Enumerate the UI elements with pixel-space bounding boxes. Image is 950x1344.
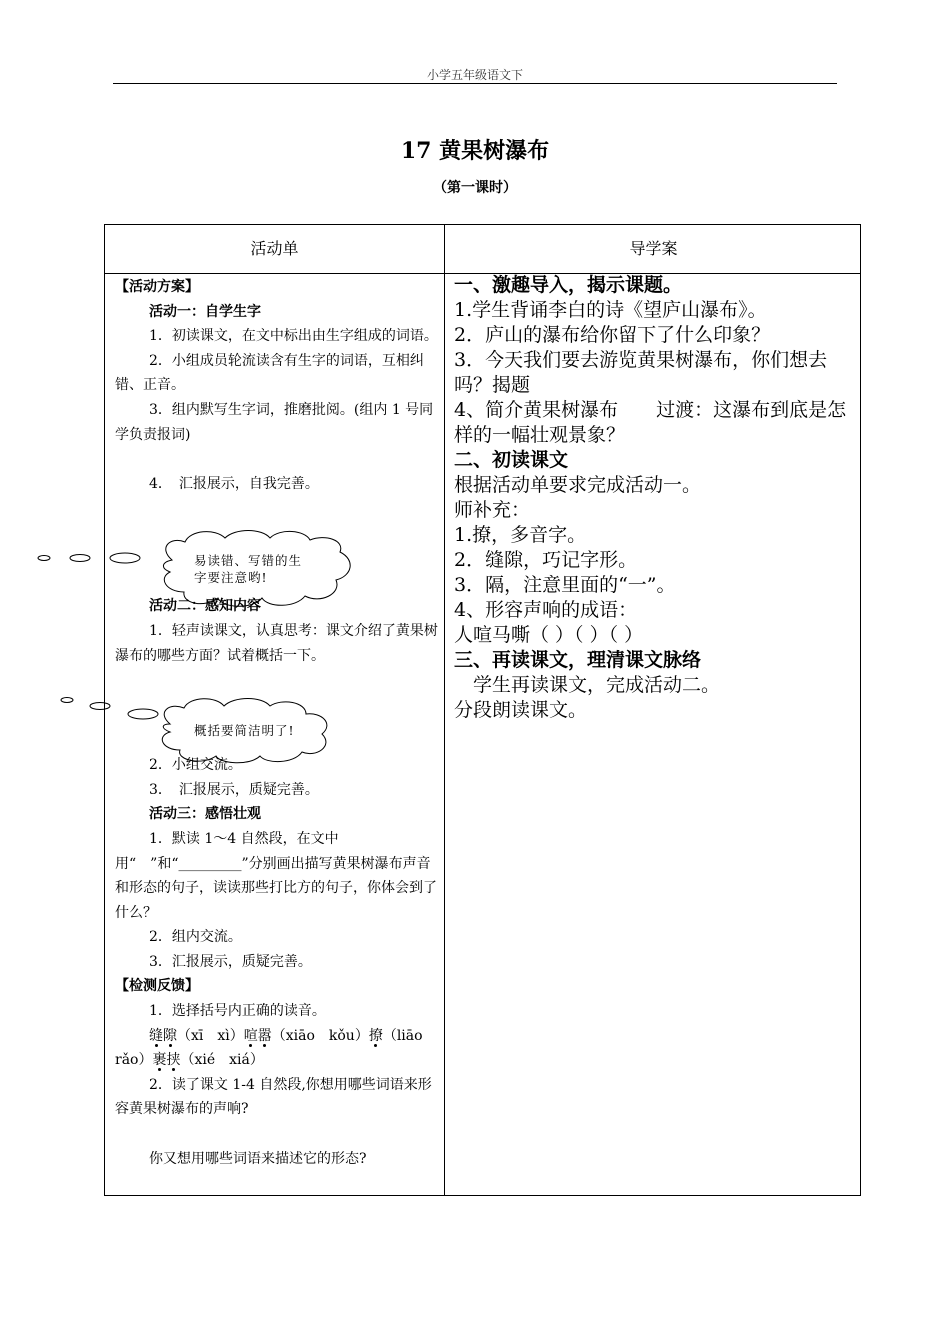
- plan-heading: 【活动方案】: [115, 279, 199, 295]
- section-2-line: 根据活动单要求完成活动一。: [454, 474, 702, 496]
- activity-1-step-4: 4． 汇报展示，自我完善。: [149, 475, 319, 492]
- section-1-line: 3．今天我们要去游览黄果树瀑布，你们想去吗？揭题: [454, 349, 828, 396]
- header-rule: [113, 83, 837, 84]
- section-1-line: 1.学生背诵李白的诗《望庐山瀑布》。: [454, 299, 767, 321]
- section-2-line: 师补充：: [454, 499, 531, 521]
- word-char: 喧: [243, 1027, 258, 1044]
- section-1-heading: 一、激趣导入，揭示课题。: [454, 274, 683, 296]
- word-char: 嚣: [257, 1027, 272, 1044]
- activity-1-step-1: 1．初读课文，在文中标出由生字组成的词语。: [149, 328, 438, 345]
- section-2-line: 人喧马嘶（ ）（ ）（ ）: [454, 624, 644, 646]
- column-header-guide: 导学案: [629, 239, 678, 258]
- pinyin-options: （xī xì）: [177, 1027, 244, 1044]
- lesson-table: [104, 224, 861, 1196]
- bubble-note-1: 易读错、写错的生字要注意哟!: [194, 553, 303, 585]
- word-char: 隙: [163, 1027, 177, 1044]
- thought-dot: [61, 698, 73, 703]
- section-2-line: 4、形容声响的成语：: [454, 599, 638, 621]
- feedback-step-2: 2．读了课文 1-4 自然段,你想用哪些词语来形容黄果树瀑布的声响?: [115, 1076, 432, 1118]
- section-2-line: 1.撩，多音字。: [454, 524, 587, 546]
- lesson-subtitle: （第一课时）: [433, 180, 517, 196]
- section-3-line: 学生再读课文，完成活动二。: [454, 674, 721, 696]
- activity-2-heading: 活动二：感知内容: [149, 598, 261, 615]
- feedback-step-1: 1．选择括号内正确的读音。: [149, 1003, 326, 1020]
- column-divider: [444, 225, 445, 1195]
- section-3-line: 分段朗读课文。: [454, 699, 588, 721]
- section-2-line: 3．隔，注意里面的“一”。: [454, 574, 676, 596]
- activity-2-step-1: 1．轻声读课文，认真思考：课文介绍了黄果树瀑布的哪些方面？试着概括一下。: [115, 622, 438, 664]
- section-1-line: 4、简介黄果树瀑布 过渡：这瀑布到底是怎样的一幅壮观景象？: [454, 399, 847, 446]
- activity-3-step-1: 1．默读 1～4 自然段，在文中用“ ”和“_________”分别画出描写黄果树瀑布声音和形态的句子，读读那些打比方的句子，你体会到了什么？: [115, 830, 437, 921]
- activity-3-step-3: 3．汇报展示，质疑完善。: [149, 953, 312, 970]
- feedback-step-3: 你又想用哪些词语来描述它的形态?: [149, 1150, 367, 1167]
- thought-dot: [38, 556, 50, 561]
- activity-3-heading: 活动三：感悟壮观: [149, 806, 261, 823]
- section-2-line: 2．缝隙，巧记字形。: [454, 549, 638, 571]
- section-2-heading: 二、初读课文: [454, 449, 569, 471]
- column-header-activity: 活动单: [250, 239, 299, 258]
- word-char: 裹: [152, 1052, 167, 1069]
- activity-1-step-3: 3．组内默写生字词，推磨批阅。(组内 1 号同学负责报词): [115, 401, 434, 443]
- pinyin-choices: [115, 1024, 451, 1073]
- word-char: 撩: [368, 1027, 383, 1044]
- bubble-note-2: 概括要简洁明了!: [194, 723, 295, 738]
- activity-2-step-2: 2．小组交流。: [149, 757, 242, 774]
- section-3-heading: 三、再读课文，理清课文脉络: [454, 649, 702, 671]
- pinyin-options: （xiāo kǒu）: [271, 1027, 369, 1044]
- activity-3-step-2: 2．组内交流。: [149, 929, 242, 946]
- activity-2-step-3: 3． 汇报展示，质疑完善。: [149, 781, 319, 798]
- page-header: 小学五年级语文下: [426, 68, 523, 82]
- thought-dot: [70, 555, 90, 562]
- activity-1-step-2: 2．小组成员轮流读含有生字的词语，互相纠错、正音。: [115, 352, 424, 394]
- pinyin-options: （liāo rǎo）: [115, 1027, 451, 1069]
- word-char: 缝: [149, 1027, 163, 1044]
- section-1-line: 2．庐山的瀑布给你留下了什么印象？: [454, 324, 771, 346]
- feedback-heading: 【检测反馈】: [115, 978, 199, 995]
- word-char: 挟: [166, 1052, 181, 1069]
- lesson-title: 17 黄果树瀑布: [400, 138, 550, 164]
- pinyin-options: （xié xiá）: [180, 1052, 264, 1069]
- guide-column: [454, 273, 859, 723]
- activity-1-heading: 活动一：自学生字: [149, 303, 261, 320]
